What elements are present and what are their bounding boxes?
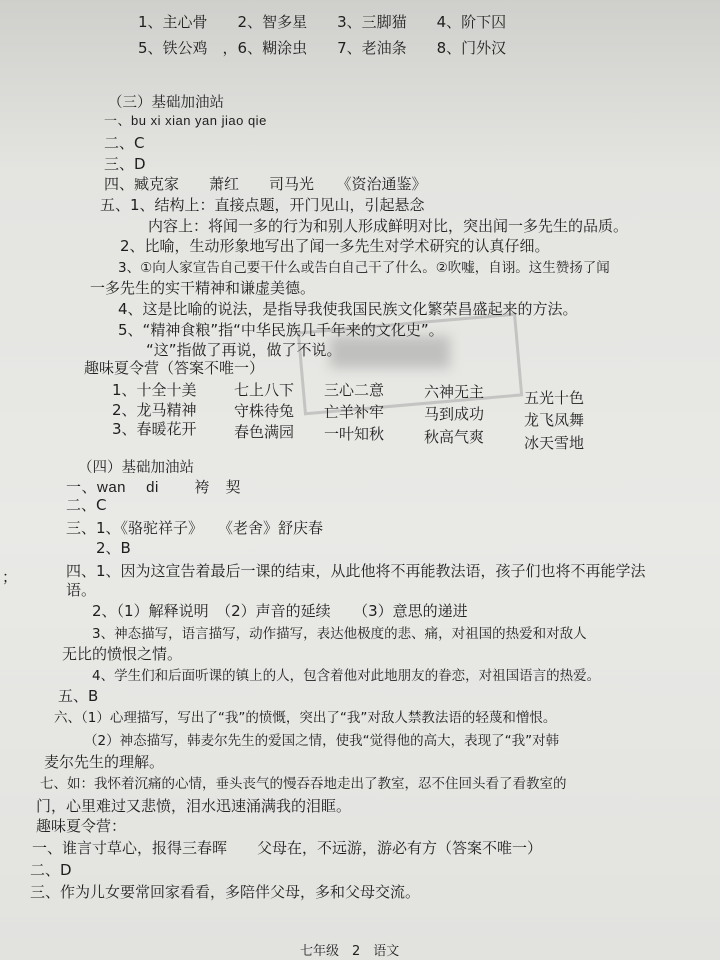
text-line: 三、D	[104, 155, 146, 173]
text-line: 三、作为儿女要常回家看看，多陪伴父母，多和父母交流。	[30, 883, 421, 901]
page-footer: 七年级 2 语文	[300, 944, 400, 959]
text-line: 二、C	[66, 496, 107, 514]
text-line: 二、D	[30, 861, 72, 879]
text-line: 五、1、结构上：直接点题，开门见山，引起悬念	[100, 196, 425, 214]
text-line: 2、B	[96, 539, 131, 557]
text-line: 四、1、因为这宣告着最后一课的结束，从此他将不再能教法语，孩子们也将不再能学法	[66, 562, 646, 580]
text-line: 一、bu xi xian yan jiao qie	[104, 113, 267, 128]
idiom-cell: 亡羊补牢	[324, 403, 385, 421]
idiom-cell: 春色满园	[234, 423, 295, 441]
text-line: 3、①向人家宣告自己要干什么或告白自己干了什么。②吹嘘，自诩。这生赞扬了闻	[118, 260, 610, 276]
text-line: 1、主心骨 2、智多星 3、三脚猫 4、阶下囚	[138, 13, 507, 31]
idiom-cell: 三心二意	[324, 381, 385, 399]
margin-mark: ；	[2, 568, 18, 586]
text-line: 门，心里难过又悲愤，泪水迅速涌满我的泪眶。	[36, 797, 352, 815]
idiom-cell: 龙飞凤舞	[524, 411, 585, 429]
text-line: 七、如：我怀着沉痛的心情，垂头丧气的慢吞吞地走出了教室，忍不住回头看了看教室的	[40, 776, 567, 792]
idiom-cell: 2、龙马精神	[112, 401, 197, 419]
idiom-cell: 七上八下	[234, 381, 295, 399]
idiom-cell: 守株待兔	[234, 402, 295, 420]
section-heading: （四）基础加油站	[78, 460, 194, 476]
text-line: 麦尔先生的理解。	[44, 753, 165, 771]
idiom-cell: 马到成功	[424, 405, 485, 423]
idiom-cell: 1、十全十美	[112, 381, 197, 399]
idiom-cell: 五光十色	[524, 389, 585, 407]
idiom-cell: 秋高气爽	[424, 428, 485, 446]
text-line: 四、臧克家 萧红 司马光 《资治通鉴》	[104, 175, 427, 193]
text-line: “这”指做了再说，做了不说。	[146, 341, 342, 359]
section-heading: 趣味夏令营（答案不唯一）	[84, 359, 265, 377]
text-line: 语。	[66, 581, 97, 599]
text-line: 4、这是比喻的说法，是指导我使我国民族文化繁荣昌盛起来的方法。	[118, 300, 578, 318]
text-line: （2）神态描写，韩麦尔先生的爱国之情，使我“觉得他的高大，表现了“我”对韩	[84, 733, 560, 749]
section-heading: （三）基础加油站	[108, 95, 224, 111]
text-line: 3、神态描写，语言描写，动作描写，表达他极度的悲、痛，对祖国的热爱和对敌人	[92, 626, 587, 642]
text-line: 五、B	[58, 687, 99, 705]
text-line: 趣味夏令营：	[36, 817, 127, 835]
text-line: 2、比喻，生动形象地写出了闻一多先生对学术研究的认真仔细。	[120, 237, 550, 255]
idiom-cell: 冰天雪地	[524, 434, 585, 452]
text-line: 无比的愤恨之情。	[62, 645, 183, 663]
text-line: 5、“精神食粮”指“中华民族几千年来的文化史”。	[118, 321, 444, 339]
idiom-cell: 一叶知秋	[324, 425, 385, 443]
text-line: 一、wan di 袴 契	[66, 479, 242, 496]
text-line: 4、学生们和后面听课的镇上的人，包含着他对此地朋友的眷恋，对祖国语言的热爱。	[92, 668, 601, 684]
text-line: 六、（1）心理描写，写出了“我”的愤慨，突出了“我”对敌人禁教法语的轻蔑和憎恨。	[54, 710, 557, 726]
text-line: 内容上：将闻一多的行为和别人形成鲜明对比，突出闻一多先生的品质。	[148, 217, 629, 235]
idiom-cell: 六神无主	[424, 383, 485, 401]
text-line: 一、谁言寸草心，报得三春晖 父母在，不远游，游必有方（答案不唯一）	[32, 839, 543, 857]
text-line: 一多先生的实干精神和谦虚美德。	[90, 279, 316, 297]
text-line: 5、铁公鸡 ，6、糊涂虫 7、老油条 8、门外汉	[138, 39, 507, 57]
idiom-cell: 3、春暖花开	[112, 420, 197, 438]
text-line: 二、C	[104, 134, 145, 152]
text-line: 三、1、《骆驼祥子》 《老舍》舒庆春	[66, 519, 324, 537]
text-line: 2、（1）解释说明 （2）声音的延续 （3）意思的递进	[92, 602, 468, 620]
redacted-area	[330, 336, 450, 368]
